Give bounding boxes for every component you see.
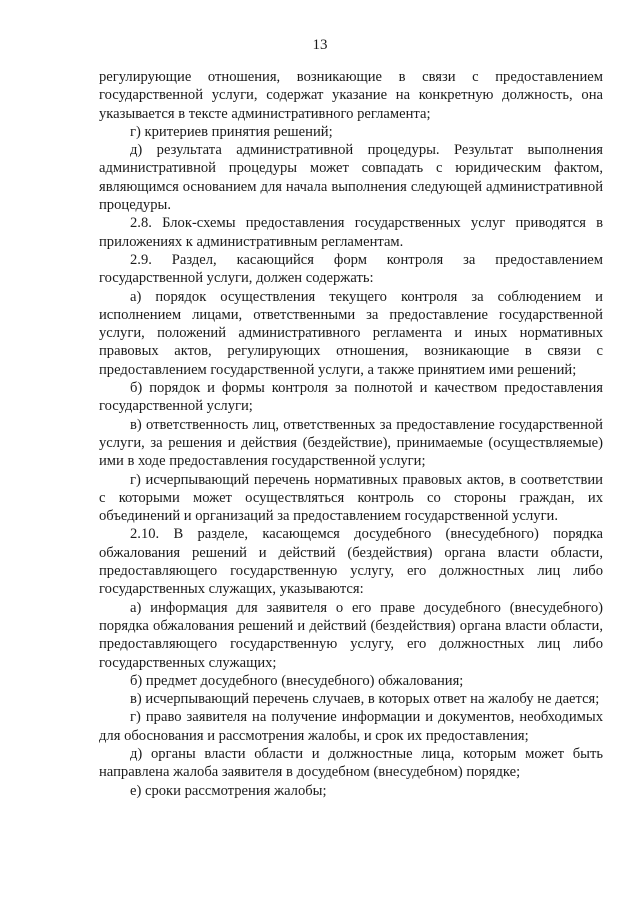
paragraph: 2.8. Блок-схемы предоставления государственных услуг приводятся в приложениях к административным регламентам. bbox=[99, 215, 603, 250]
page-number: 13 bbox=[312, 37, 328, 53]
paragraph: б) порядок и формы контроля за полнотой и качеством предоставления государственной услуги; bbox=[99, 380, 603, 415]
document-body bbox=[99, 68, 603, 800]
paragraph: д) результата административной процедуры. Результат выполнения административной процедуры может совпадать с юридическим фактом, являющимся основанием для начала выполнения следующей административной процедуры. bbox=[99, 142, 603, 214]
paragraph: 2.9. Раздел, касающийся форм контроля за предоставлением государственной услуги, должен содержать: bbox=[99, 251, 603, 287]
paragraph: в) исчерпывающий перечень случаев, в которых ответ на жалобу не дается; bbox=[130, 691, 600, 708]
paragraph: г) исчерпывающий перечень нормативных правовых актов, в соответствии с которыми может осуществляться контроль со стороны граждан, их объединений и организаций за предоставлением государственной услуги. bbox=[99, 471, 603, 525]
paragraph: г) право заявителя на получение информации и документов, необходимых для обоснования и рассмотрения жалобы, и срок их предоставления; bbox=[99, 709, 603, 744]
paragraph: 2.10. В разделе, касающемся досудебного (внесудебного) порядка обжалования решений и действий (бездействия) органа власти области, предоставляющего государственную услугу, его должностных лиц либо государственных служащих, указываются: bbox=[99, 526, 603, 598]
paragraph: б) предмет досудебного (внесудебного) обжалования; bbox=[130, 672, 464, 689]
paragraph: а) порядок осуществления текущего контроля за соблюдением и исполнением лицами, ответственными за предоставление государственной услуги, положений административного регламента и иных нормативных правовых актов, регулирующих отношения, возникающие в связи с предоставлением государственной услуги, а также принятием ими решений; bbox=[99, 288, 603, 378]
paragraph: г) критериев принятия решений; bbox=[130, 123, 333, 140]
paragraph: регулирующие отношения, возникающие в связи с предоставлением государственной услуги, содержат указание на конкретную должность, она указывается в тексте административного регламента; bbox=[99, 69, 603, 122]
paragraph: а) информация для заявителя о его праве досудебного (внесудебного) порядка обжалования решений и действий (бездействия) органа власти области, предоставляющего государственную услугу, его должностных лиц либо государственных служащих; bbox=[99, 599, 603, 671]
paragraph: д) органы власти области и должностные лица, которым может быть направлена жалоба заявителя в досудебном (внесудебном) порядке; bbox=[99, 745, 603, 781]
paragraph: в) ответственность лиц, ответственных за предоставление государственной услуги, за решения и действия (бездействие), принимаемые (осуществляемые) ими в ходе предоставления государственной услуги; bbox=[99, 416, 603, 470]
paragraph: е) сроки рассмотрения жалобы; bbox=[130, 782, 327, 799]
